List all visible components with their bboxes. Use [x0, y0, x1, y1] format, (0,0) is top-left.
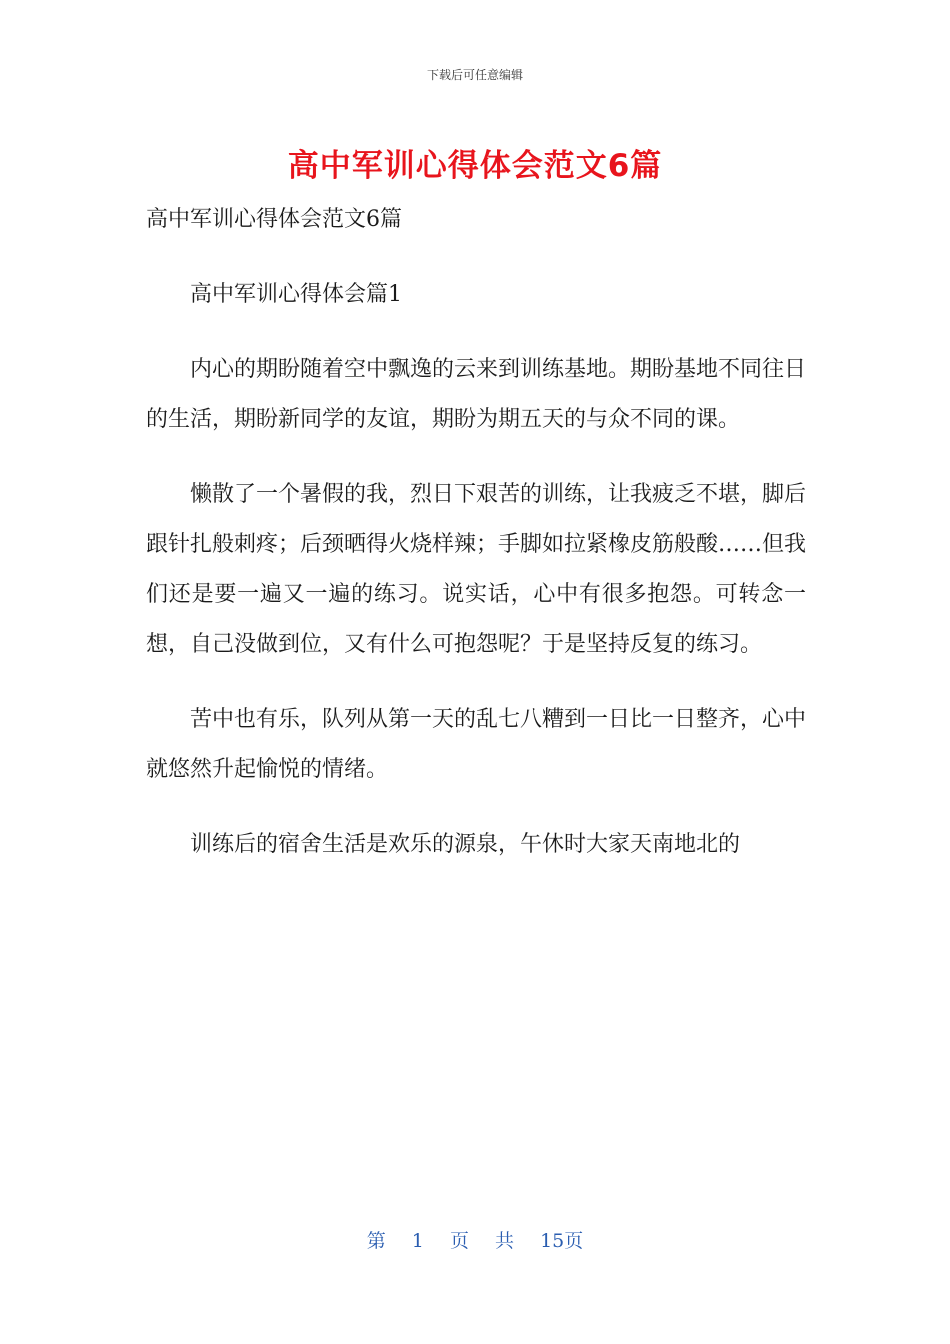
- page-footer: [0, 1226, 950, 1253]
- section-heading: 高中军训心得体会篇1: [190, 282, 402, 307]
- current-page-number: 1: [411, 1230, 424, 1252]
- page-label-mid: 页: [449, 1230, 469, 1252]
- document-title: 高中军训心得体会范文6篇: [287, 148, 663, 184]
- paragraph-1: 内心的期盼随着空中飘逸的云来到训练基地。期盼基地不同往日的生活，期盼新同学的友谊，期盼为期五天的与众不同的课。: [146, 357, 807, 432]
- total-label: 共: [495, 1230, 515, 1252]
- paragraph-4: 训练后的宿舍生活是欢乐的源泉，午休时大家天南地北的: [190, 832, 741, 857]
- total-pages: 15页: [540, 1230, 584, 1252]
- document-subtitle: 高中军训心得体会范文6篇: [146, 207, 402, 232]
- page-label-prefix: 第: [366, 1230, 386, 1252]
- paragraph-3: 苦中也有乐，队列从第一天的乱七八糟到一日比一日整齐，心中就悠然升起愉悦的情绪。: [146, 707, 807, 782]
- header-note: 下载后可任意编辑: [426, 68, 523, 82]
- document-body: [146, 195, 806, 895]
- paragraph-2: 懒散了一个暑假的我，烈日下艰苦的训练，让我疲乏不堪，脚后跟针扎般刺疼；后颈晒得火烧样辣；手脚如拉紧橡皮筋般酸……但我们还是要一遍又一遍的练习。说实话，心中有很多抱怨。可转念一想，自己没做到位，又有什么可抱怨呢？于是坚持反复的练习。: [146, 482, 807, 657]
